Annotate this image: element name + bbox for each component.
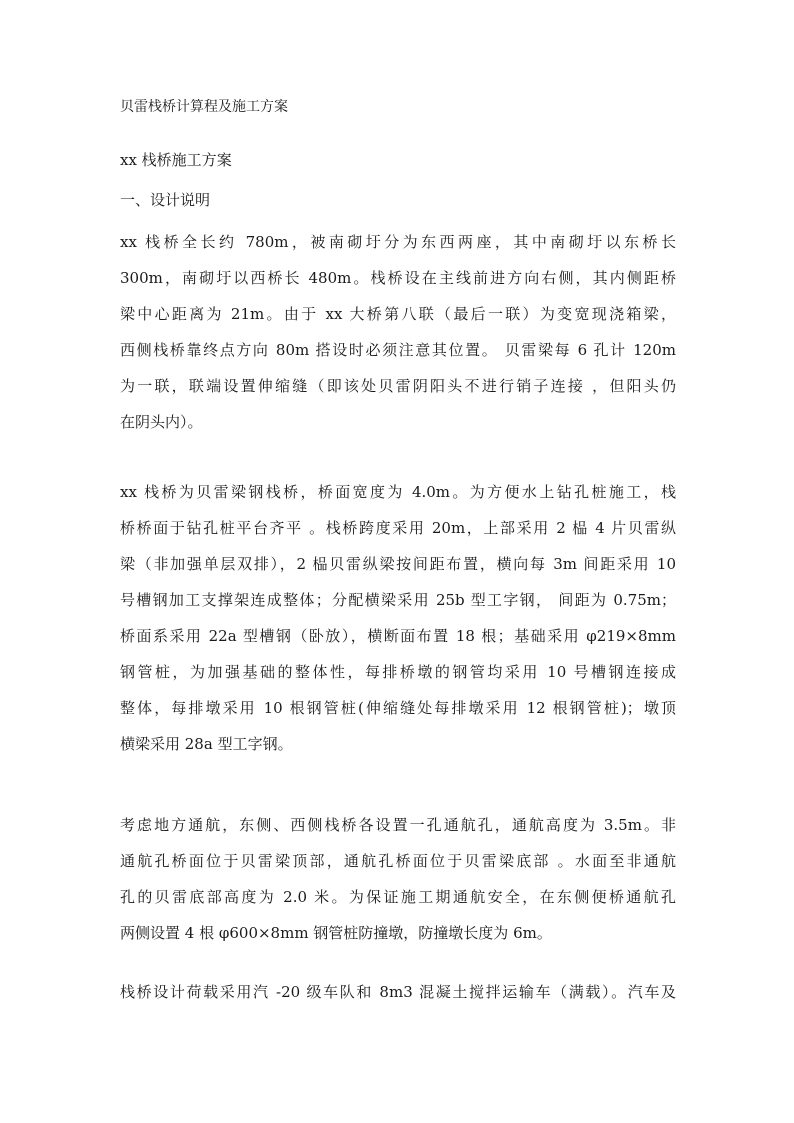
- text-line: xx 栈桥为贝雷梁钢栈桥，桥面宽度为 4.0m。为方便水上钻孔桩施工，栈: [120, 483, 676, 501]
- text-line: 桥面系采用 22a 型槽钢（卧放），横断面布置 18 根；基础采用 φ219×8mm: [120, 627, 676, 645]
- text-line: 号槽钢加工支撑架连成整体；分配横梁采用 25b 型工字钢， 间距为 0.75m；: [120, 591, 676, 609]
- paragraph-overview: [120, 224, 676, 440]
- text-line: 整体，每排墩采用 10 根钢管桩(伸缩缝处每排墩采用 12 根钢管桩)；墩顶: [120, 699, 676, 717]
- text-line: 考虑地方通航，东侧、西侧栈桥各设置一孔通航孔，通航高度为 3.5m。非: [120, 816, 676, 834]
- section-heading: 一、设计说明: [120, 191, 211, 209]
- text-line: xx 栈桥全长约 780m，被南砌圩分为东西两座，其中南砌圩以东桥长: [120, 233, 676, 251]
- text-line: 梁（非加强单层双排），2 榀贝雷纵梁按间距布置，横向每 3m 间距采用 10: [120, 555, 676, 573]
- paragraph-load: [120, 974, 676, 1010]
- plan-subtitle: xx 栈桥施工方案: [120, 151, 232, 169]
- text-line: 西侧栈桥靠终点方向 80m 搭设时必须注意其位置。 贝雷梁每 6 孔计 120m: [120, 341, 676, 359]
- paragraph-structure: [120, 474, 676, 762]
- text-line: 两侧设置 4 根 φ600×8mm 钢管桩防撞墩，防撞墩长度为 6m。: [120, 924, 552, 942]
- text-line: 在阴头内）。: [120, 413, 203, 431]
- text-line: 通航孔桥面位于贝雷梁顶部，通航孔桥面位于贝雷梁底部 。水面至非通航: [120, 852, 676, 870]
- text-line: 孔的贝雷底部高度为 2.0 米。为保证施工期通航安全，在东侧便桥通航孔: [120, 888, 676, 906]
- text-line: 300m，南砌圩以西桥长 480m。栈桥设在主线前进方向右侧，其内侧距桥: [120, 269, 676, 287]
- text-line: 横梁采用 28a 型工字钢。: [120, 735, 293, 753]
- text-line: 梁中心距离为 21m。由于 xx 大桥第八联（最后一联）为变宽现浇箱梁，: [120, 305, 676, 323]
- text-line: 钢管桩，为加强基础的整体性，每排桥墩的钢管均采用 10 号槽钢连接成: [120, 663, 676, 681]
- document-title: 贝雷栈桥计算程及施工方案: [120, 99, 288, 115]
- paragraph-navigation: [120, 807, 676, 951]
- text-line: 桥桥面于钻孔桩平台齐平 。栈桥跨度采用 20m，上部采用 2 榀 4 片贝雷纵: [120, 519, 676, 537]
- text-line: 栈桥设计荷载采用汽 -20 级车队和 8m3 混凝土搅拌运输车（满载）。汽车及: [120, 983, 676, 1001]
- text-line: 为一联，联端设置伸缩缝（即该处贝雷阴阳头不进行销子连接 ，但阳头仍: [120, 377, 676, 395]
